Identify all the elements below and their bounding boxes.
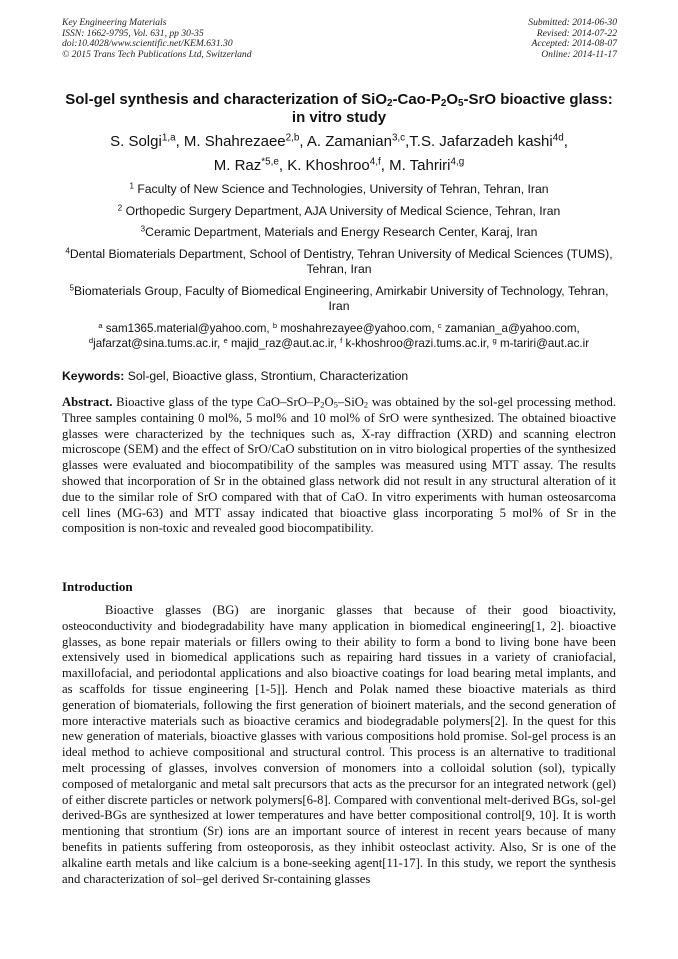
abstract-text: was obtained by the sol-gel processing method. Three samples containing 0 mol%, 5 mol% and 10 mol% of SrO were synthesized. The obtained bioactive glasses were characterized by the techniques such as, X-ray diffraction (XRD) and scanning electron microscope (SEM) and the effect of SrO/CaO substitution on in vitro biological properties of the synthesized glasses were evaluated and biocompatibility of the samples was measured using MTT assay. The results showed that incorporation of Sr in the obtained glass network did not result in any structural alteration of it due to the similar role of SrO compared with that of CaO. In vitro experiments with human osteosarcoma cell lines (MG-63) and MTT assay indicated that bioactive glass incorporating 5 mol% of Sr in the composition is non-toxic and revealed good biocompatibility.	[62, 395, 616, 536]
abstract: Abstract. Bioactive glass of the type CaO–$SrO-P_2O_5-SiO_2$ was obtained by the sol-gel processing method. Three samples containing 0 mol%, 5 mol% and 10 mol% of SrO were synthesized. The obtained bioactive glasses were characterized by the techniques such as, X-ray diffraction (XRD) and scanning electron microscope (SEM) and the effect of SrO/CaO substitution on in vitro biological properties of the synthesized glasses were evaluated and biocompatibility of the samples was measured using MTT assay. The results showed that incorporation of Sr in the obtained glass network did not result in any structural alteration of it due to the similar role of SrO compared with that of CaO. In vitro experiments with human osteosarcoma cell lines (MG-63) and MTT assay indicated that bioactive glass incorporating 5 mol% of Sr in the composition is non-toxic and revealed good biocompatibility.	[62, 395, 616, 536]
author: M. Shahrezaee$^{2,b}$	[183, 132, 300, 150]
email[interactable]: $^b$ moshahrezayee@yahoo.com	[272, 320, 432, 335]
author: A. Zamanian$^{3,c}$	[306, 132, 406, 150]
online-date: Online: 2014-11-17	[541, 48, 617, 60]
email[interactable]: $^d$jafarzat@sina.tums.ac.ir	[88, 335, 218, 350]
issn-line: ISSN: 1662-9795, Vol. 631, pp 30-35	[62, 27, 204, 39]
revised-date: Revised: 2014-07-22	[536, 27, 617, 39]
accepted-date: Accepted: 2014-08-07	[531, 38, 617, 50]
running-header-right	[528, 18, 617, 60]
abstract-label: Abstract.	[62, 395, 113, 409]
author: S. Solgi$^{1,a}$	[110, 132, 176, 150]
author: M. Raz$^{*5,e}$	[213, 156, 279, 174]
affiliation: $^4$Dental Biomaterials Department, School of Dentistry, Tehran University of Medical Sciences (TUMS), Tehran, Iran	[65, 246, 613, 276]
copyright-line: © 2015 Trans Tech Publications Ltd, Switzerland	[62, 48, 252, 60]
affiliation: $^5$Biomaterials Group, Faculty of Biomedical Engineering, Amirkabir University of Technology, Tehran, Iran	[69, 283, 609, 313]
keywords-text: Sol-gel, Bioactive glass, Strontium, Characterization	[124, 369, 409, 383]
email[interactable]: $^f$ k-khoshroo@razi.tums.ac.ir	[340, 335, 487, 350]
author: M. Tahriri$^{4,g}$	[389, 156, 465, 174]
email[interactable]: $^e$ majid_raz@aut.ac.ir	[223, 335, 334, 350]
email[interactable]: $^c$ zamanian_a@yahoo.com	[437, 320, 577, 335]
affiliation: $^1$ Faculty of New Science and Technologies, University of Tehran, Tehran, Iran	[129, 181, 549, 196]
affiliation: $^3$Ceramic Department, Materials and Energy Research Center, Karaj, Iran	[140, 224, 538, 239]
doi-line: doi:10.4028/www.scientific.net/KEM.631.30	[62, 38, 233, 50]
affiliations	[62, 182, 616, 351]
affiliation: $^2$ Orthopedic Surgery Department, AJA University of Medical Science, Tehran, Iran	[117, 203, 561, 218]
section-heading-introduction: Introduction	[62, 579, 133, 594]
email[interactable]: $^g$ m-tariri@aut.ac.ir	[492, 335, 590, 350]
author-list: S. Solgi$^{1,a}$, M. Shahrezaee$^{2,b}$, A. Zamanian$^{3,c}$,T.S. Jafarzadeh kashi$^{4d}$, M. Raz$^{*5,e}$, K. Khoshroo$^{4,f}$, M. Tahriri$^{4,g}$	[110, 132, 568, 174]
keywords-label: Keywords:	[62, 369, 125, 383]
author: K. Khoshroo$^{4,f}$	[287, 156, 381, 174]
running-header-left	[62, 18, 252, 60]
email-list: $^a$ sam1365.material@yahoo.com, $^b$ moshahrezayee@yahoo.com, $^c$ zamanian_a@yahoo.com, $^d$jafarzat@sina.tums.ac.ir, $^e$ majid_raz@aut.ac.ir, $^f$ k-khoshroo@razi.tums.ac.ir, $^g$ m-tariri@aut.ac.ir	[88, 320, 590, 350]
keywords	[62, 369, 408, 383]
paper-title: Sol-gel synthesis and characterization of $SiO_2-Cao-P_2O_5$-SrO bioactive glass: in vitro study	[65, 91, 613, 126]
introduction-paragraph: Bioactive glasses (BG) are inorganic glasses that because of their good bioactivity, osteoconductivity and biodegradability have many application in biomedical engineering[1, 2]. bioactive glasses, as bone repair materials or fillers owing to their ability to form a bond to living bone have been extensively used in biomedical applications such as repairing hard tissues in a variety of craniofacial, maxillofacial, and periodontal applications and also bioactive coatings for load bearing metal implants, and as scaffolds for tissue engineering [1-5]]. Hench and Polak named these bioactive materials as third generation of biomaterials, following the first generation of bioinert materials, and the second generation of more interactive materials such as bioactive ceramics and biodegradable polymers[2]. In the quest for this new generation of materials, bioactive glasses with various compositions hold promise. Sol-gel process is an ideal method to achieve compositional and structural control. This process is an alternative to traditional melt processing of glasses, involves conversion of monomers into a colloidal solution (sol), typically composed of metalorganic and metal salt precursors that acts as the precursor for an integrated network (gel) of either discrete particles or network polymers[6-8]. Compared with conventional melt-derived BGs, sol-gel derived-BGs are synthesized at lower temperatures and have better compositional control[9, 10]. It is worth mentioning that strontium (Sr) ions are an important source of interest in recent years because of many benefits in patients suffering from osteoporosis, as they inhibit osteoclast activity. Also, Sr is one of the alkaline earth metals and like calcium is a bone-seeking agent[11-17]. In this study, we report the synthesis and characterization of sol–gel derived Sr-containing glasses	[62, 603, 616, 886]
submitted-date: Submitted: 2014-06-30	[528, 17, 617, 28]
journal-name: Key Engineering Materials	[62, 17, 167, 28]
email[interactable]: $^a$ sam1365.material@yahoo.com	[98, 320, 267, 335]
author: T.S. Jafarzadeh kashi$^{4d}$	[409, 132, 564, 150]
